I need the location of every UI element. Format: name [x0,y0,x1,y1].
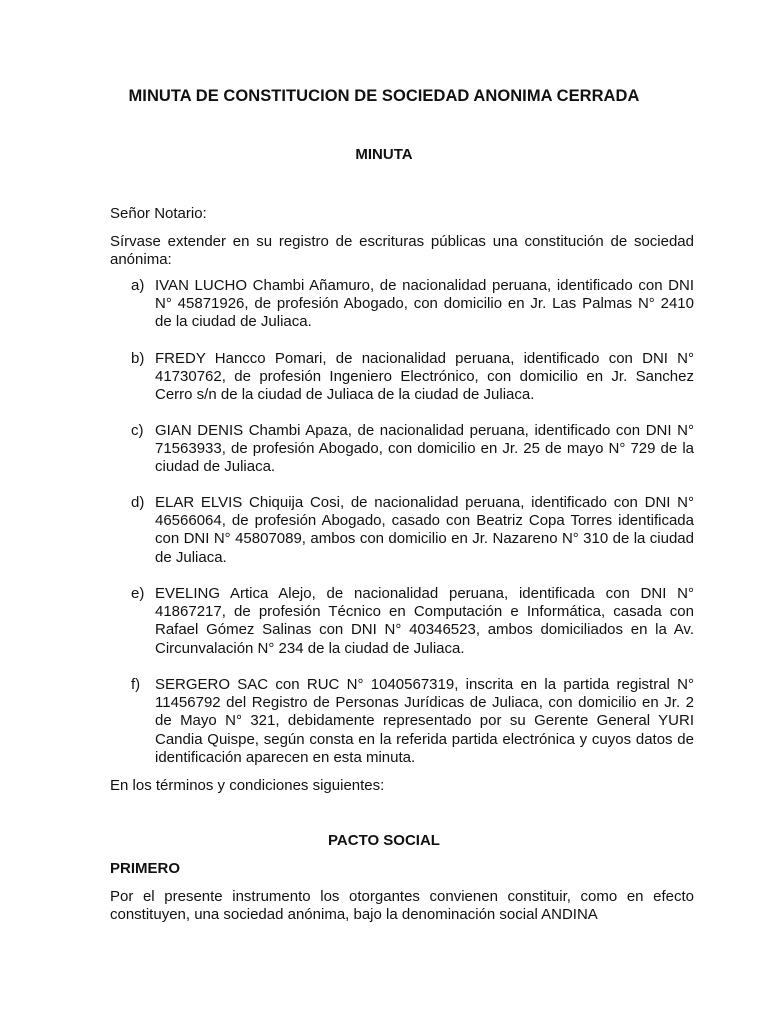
list-item-marker: f) [131,676,141,693]
list-item-text: IVAN LUCHO Chambi Añamuro, de nacionalidad peruana, identificado con DNI N° 45871926, de profesión Abogado, con domicilio en Jr. Las Palmas N° 2410 de la ciudad de Juliaca. [155,277,694,331]
list-item-text: SERGERO SAC con RUC N° 1040567319, inscrita en la partida registral N° 11456792 del Registro de Personas Jurídicas de Juliaca, con domicilio en Jr. 2 de Mayo N° 321, debidamente representado por su Gerente General YURI Candia Quispe, según consta en la referida partida electrónica y cuyos datos de identificación aparecen en esta minuta. [155,676,694,766]
section-title: PACTO SOCIAL [328,832,440,849]
list-item-text: GIAN DENIS Chambi Apaza, de nacionalidad peruana, identificado con DNI N° 71563933, de profesión Abogado, con domicilio en Jr. 25 de mayo N° 729 de la ciudad de Juliaca. [155,422,694,476]
list-item-text: EVELING Artica Alejo, de nacionalidad peruana, identificada con DNI N° 41867217, de profesión Técnico en Computación e Informática, casada con Rafael Gómez Salinas con DNI N° 40346523, ambos domiciliados en la Av. Circunvalación N° 234 de la ciudad de Juliaca. [155,585,694,657]
list-item-marker: c) [131,422,144,439]
list-item-marker: e) [131,585,145,602]
list-item-text: FREDY Hancco Pomari, de nacionalidad peruana, identificado con DNI N° 41730762, de profesión Ingeniero Electrónico, con domicilio en Jr. Sanchez Cerro s/n de la ciudad de Juliaca de la ciudad de Juliaca. [155,350,694,404]
list-item-text: ELAR ELVIS Chiquija Cosi, de nacionalidad peruana, identificado con DNI N° 46566064, de profesión Abogado, casado con Beatriz Copa Torres identificada con DNI N° 45807089, ambos con domicilio en Jr. Nazareno N° 310 de la ciudad de Juliaca. [155,494,694,566]
list-item-marker: a) [131,277,145,294]
clause-paragraph: Por el presente instrumento los otorgantes convienen constituir, como en efecto constituyen, una sociedad anónima, bajo la denominación social ANDINA [110,888,694,924]
list-item-marker: d) [131,494,145,511]
clause-heading: PRIMERO [110,860,181,877]
closing-intro: En los términos y condiciones siguientes: [110,777,385,794]
document-title: MINUTA DE CONSTITUCION DE SOCIEDAD ANONIMA CERRADA [128,87,640,105]
intro-paragraph: Sírvase extender en su registro de escrituras públicas una constitución de sociedad anónima: [110,233,694,269]
list-item-marker: b) [131,350,145,367]
document-subtitle: MINUTA [355,146,413,163]
salutation: Señor Notario: [110,205,207,222]
